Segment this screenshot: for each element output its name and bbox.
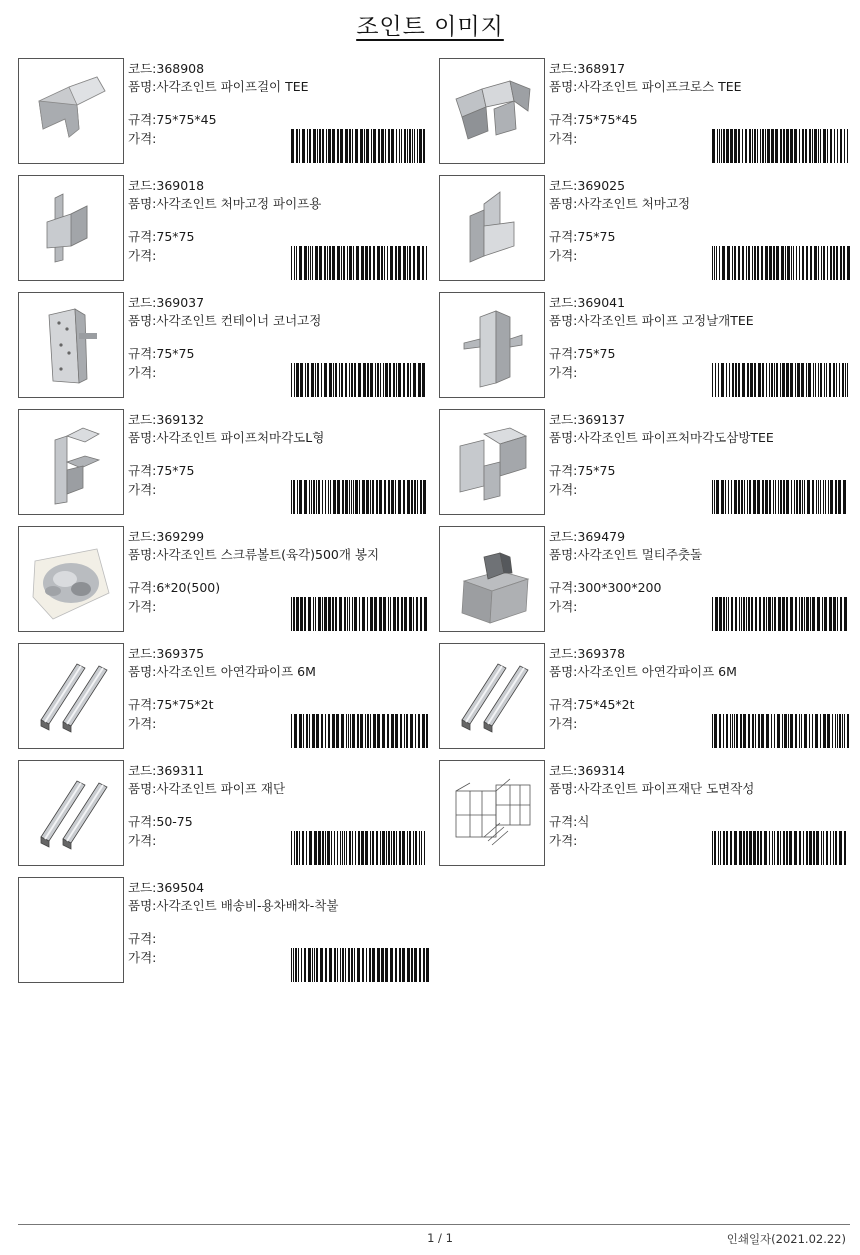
product-price bbox=[128, 832, 156, 849]
product-spec bbox=[128, 930, 156, 947]
code-label: 코드: bbox=[549, 295, 578, 310]
name-value: 사각조인트 스크류볼트(육각)500개 봉지 bbox=[156, 547, 380, 562]
spec-label: 규격: bbox=[128, 697, 157, 712]
price-label: 가격: bbox=[549, 248, 578, 263]
product-name bbox=[549, 429, 849, 446]
product-card bbox=[18, 760, 430, 867]
product-card bbox=[439, 526, 851, 633]
product-spec bbox=[128, 462, 194, 479]
page-number: 1 / 1 bbox=[427, 1231, 453, 1245]
spec-label: 규격: bbox=[128, 814, 157, 829]
spec-label: 규격: bbox=[128, 580, 157, 595]
product-card bbox=[18, 175, 430, 282]
price-label: 가격: bbox=[128, 599, 157, 614]
price-label: 가격: bbox=[549, 833, 578, 848]
square-pipe-icon bbox=[18, 643, 124, 749]
product-card bbox=[18, 643, 430, 750]
name-label: 품명: bbox=[128, 781, 157, 796]
name-value: 사각조인트 아연각파이프 6M bbox=[577, 664, 737, 679]
product-card bbox=[439, 292, 851, 399]
footer-divider bbox=[18, 1224, 850, 1225]
barcode bbox=[291, 831, 429, 865]
product-code bbox=[128, 177, 204, 194]
product-code bbox=[128, 645, 204, 662]
name-value: 사각조인트 처마고정 파이프용 bbox=[156, 196, 322, 211]
code-value: 369018 bbox=[156, 178, 205, 193]
product-price bbox=[549, 832, 577, 849]
code-label: 코드: bbox=[128, 295, 157, 310]
barcode bbox=[712, 597, 850, 631]
spec-value: 50-75 bbox=[156, 814, 193, 829]
product-spec bbox=[128, 813, 193, 830]
code-label: 코드: bbox=[128, 61, 157, 76]
name-label: 품명: bbox=[549, 196, 578, 211]
code-label: 코드: bbox=[128, 529, 157, 544]
name-label: 품명: bbox=[128, 547, 157, 562]
name-label: 품명: bbox=[549, 664, 578, 679]
price-label: 가격: bbox=[128, 131, 157, 146]
code-label: 코드: bbox=[549, 529, 578, 544]
product-price bbox=[549, 364, 577, 381]
name-value: 사각조인트 아연각파이프 6M bbox=[156, 664, 316, 679]
product-code bbox=[549, 762, 625, 779]
product-code bbox=[128, 528, 204, 545]
code-label: 코드: bbox=[549, 763, 578, 778]
name-label: 품명: bbox=[549, 430, 578, 445]
code-value: 368908 bbox=[156, 61, 205, 76]
spec-label: 규격: bbox=[549, 346, 578, 361]
name-label: 품명: bbox=[128, 313, 157, 328]
product-card bbox=[439, 58, 851, 165]
product-code bbox=[128, 762, 204, 779]
product-price bbox=[128, 247, 156, 264]
product-name bbox=[128, 663, 428, 680]
name-value: 사각조인트 파이프크로스 TEE bbox=[577, 79, 742, 94]
foundation-stone-icon bbox=[439, 526, 545, 632]
wing-tee-bracket-icon bbox=[439, 292, 545, 398]
product-name bbox=[128, 780, 428, 797]
price-label: 가격: bbox=[549, 131, 578, 146]
product-code bbox=[128, 294, 204, 311]
barcode bbox=[712, 714, 850, 748]
product-card bbox=[18, 877, 430, 984]
barcode bbox=[291, 246, 429, 280]
spec-value: 75*45*2t bbox=[577, 697, 635, 712]
product-spec bbox=[128, 345, 194, 362]
product-card bbox=[439, 760, 851, 867]
product-price bbox=[128, 715, 156, 732]
print-date: 인쇄일자(2021.02.22) bbox=[726, 1232, 846, 1246]
product-code bbox=[549, 645, 625, 662]
product-price bbox=[549, 130, 577, 147]
product-name bbox=[128, 429, 428, 446]
product-price bbox=[549, 481, 577, 498]
code-label: 코드: bbox=[549, 646, 578, 661]
code-label: 코드: bbox=[128, 178, 157, 193]
product-name bbox=[549, 546, 849, 563]
name-label: 품명: bbox=[128, 898, 157, 913]
product-price bbox=[128, 949, 156, 966]
code-value: 369132 bbox=[156, 412, 205, 427]
product-code bbox=[128, 411, 204, 428]
product-name bbox=[549, 78, 849, 95]
code-label: 코드: bbox=[549, 178, 578, 193]
code-value: 369025 bbox=[577, 178, 626, 193]
name-label: 품명: bbox=[128, 664, 157, 679]
barcode bbox=[712, 831, 850, 865]
barcode bbox=[712, 246, 850, 280]
product-spec bbox=[549, 813, 589, 830]
spec-value: 75*75 bbox=[156, 229, 195, 244]
three-way-tee-bracket-icon bbox=[439, 409, 545, 515]
price-label: 가격: bbox=[128, 248, 157, 263]
product-code bbox=[549, 177, 625, 194]
spec-label: 규격: bbox=[549, 229, 578, 244]
code-label: 코드: bbox=[128, 880, 157, 895]
product-price bbox=[128, 130, 156, 147]
product-name bbox=[549, 195, 849, 212]
product-spec bbox=[549, 696, 635, 713]
code-value: 369037 bbox=[156, 295, 205, 310]
page-title: 조인트 이미지 bbox=[356, 14, 504, 40]
name-label: 품명: bbox=[128, 196, 157, 211]
barcode bbox=[291, 597, 429, 631]
name-label: 품명: bbox=[549, 79, 578, 94]
spec-value: 75*75 bbox=[156, 463, 195, 478]
product-price bbox=[549, 598, 577, 615]
name-value: 사각조인트 파이프 고정날개TEE bbox=[577, 313, 754, 328]
name-value: 사각조인트 파이프걸이 TEE bbox=[156, 79, 309, 94]
code-label: 코드: bbox=[128, 763, 157, 778]
barcode bbox=[291, 714, 429, 748]
square-pipe-icon bbox=[439, 643, 545, 749]
product-spec bbox=[128, 111, 217, 128]
product-card bbox=[439, 175, 851, 282]
spec-value: 6*20(500) bbox=[156, 580, 221, 595]
product-code bbox=[549, 60, 625, 77]
eave-fix-pipe-bracket-icon bbox=[18, 175, 124, 281]
product-price bbox=[549, 247, 577, 264]
spec-label: 규격: bbox=[128, 112, 157, 127]
name-label: 품명: bbox=[549, 781, 578, 796]
product-name bbox=[128, 312, 428, 329]
name-label: 품명: bbox=[128, 430, 157, 445]
code-label: 코드: bbox=[128, 646, 157, 661]
product-spec bbox=[549, 345, 615, 362]
product-card bbox=[18, 292, 430, 399]
spec-label: 규격: bbox=[549, 580, 578, 595]
eave-fix-bracket-icon bbox=[439, 175, 545, 281]
code-value: 369504 bbox=[156, 880, 205, 895]
product-card bbox=[18, 526, 430, 633]
spec-label: 규격: bbox=[128, 346, 157, 361]
code-value: 369041 bbox=[577, 295, 626, 310]
spec-label: 규격: bbox=[128, 229, 157, 244]
l-angle-bracket-icon bbox=[18, 409, 124, 515]
name-label: 품명: bbox=[549, 313, 578, 328]
barcode bbox=[712, 129, 850, 163]
barcode bbox=[712, 480, 850, 514]
name-value: 사각조인트 배송비-용차배차-착불 bbox=[156, 898, 339, 913]
name-label: 품명: bbox=[128, 79, 157, 94]
code-label: 코드: bbox=[128, 412, 157, 427]
price-label: 가격: bbox=[128, 833, 157, 848]
code-value: 368917 bbox=[577, 61, 626, 76]
barcode bbox=[291, 363, 429, 397]
code-value: 369137 bbox=[577, 412, 626, 427]
empty-image-placeholder bbox=[18, 877, 124, 983]
name-value: 사각조인트 컨테이너 코너고정 bbox=[156, 313, 322, 328]
product-name bbox=[549, 663, 849, 680]
spec-label: 규격: bbox=[549, 697, 578, 712]
square-pipe-icon bbox=[18, 760, 124, 866]
tee-joint-bracket-icon bbox=[18, 58, 124, 164]
spec-value: 75*75*45 bbox=[577, 112, 638, 127]
product-name bbox=[128, 78, 428, 95]
product-card bbox=[18, 58, 430, 165]
product-name bbox=[128, 546, 428, 563]
product-price bbox=[128, 481, 156, 498]
product-spec bbox=[549, 462, 615, 479]
spec-value: 75*75 bbox=[577, 463, 616, 478]
spec-label: 규격: bbox=[549, 814, 578, 829]
container-corner-bracket-icon bbox=[18, 292, 124, 398]
code-value: 369479 bbox=[577, 529, 626, 544]
product-card bbox=[439, 409, 851, 516]
product-spec bbox=[549, 579, 661, 596]
product-card bbox=[18, 409, 430, 516]
spec-value: 75*75 bbox=[577, 229, 616, 244]
product-price bbox=[128, 364, 156, 381]
code-value: 369311 bbox=[156, 763, 205, 778]
product-grid bbox=[18, 58, 848, 988]
spec-value: 75*75 bbox=[156, 346, 195, 361]
product-name bbox=[128, 897, 428, 914]
product-spec bbox=[549, 111, 638, 128]
cross-joint-bracket-icon bbox=[439, 58, 545, 164]
barcode bbox=[291, 948, 429, 982]
product-code bbox=[128, 60, 204, 77]
code-value: 369375 bbox=[156, 646, 205, 661]
price-label: 가격: bbox=[128, 950, 157, 965]
price-label: 가격: bbox=[128, 365, 157, 380]
price-label: 가격: bbox=[128, 482, 157, 497]
spec-label: 규격: bbox=[128, 931, 157, 946]
spec-label: 규격: bbox=[128, 463, 157, 478]
price-label: 가격: bbox=[549, 599, 578, 614]
price-label: 가격: bbox=[128, 716, 157, 731]
product-code bbox=[128, 879, 204, 896]
price-label: 가격: bbox=[549, 365, 578, 380]
product-name bbox=[549, 312, 849, 329]
barcode bbox=[291, 480, 429, 514]
code-value: 369378 bbox=[577, 646, 626, 661]
spec-value: 75*75*2t bbox=[156, 697, 214, 712]
screw-bag-icon bbox=[18, 526, 124, 632]
product-price bbox=[549, 715, 577, 732]
spec-value: 식 bbox=[577, 814, 590, 829]
name-value: 사각조인트 파이프처마각도L형 bbox=[156, 430, 325, 445]
name-label: 품명: bbox=[549, 547, 578, 562]
spec-label: 규격: bbox=[549, 112, 578, 127]
product-code bbox=[549, 411, 625, 428]
spec-value: 75*75*45 bbox=[156, 112, 217, 127]
product-spec bbox=[128, 579, 220, 596]
spec-value: 300*300*200 bbox=[577, 580, 662, 595]
name-value: 사각조인트 파이프재단 도면작성 bbox=[577, 781, 755, 796]
spec-value: 75*75 bbox=[577, 346, 616, 361]
code-label: 코드: bbox=[549, 412, 578, 427]
barcode bbox=[712, 363, 850, 397]
name-value: 사각조인트 멀티주춧돌 bbox=[577, 547, 703, 562]
price-label: 가격: bbox=[549, 716, 578, 731]
product-code bbox=[549, 528, 625, 545]
product-name bbox=[549, 780, 849, 797]
code-value: 369299 bbox=[156, 529, 205, 544]
barcode bbox=[291, 129, 429, 163]
product-card bbox=[439, 643, 851, 750]
product-name bbox=[128, 195, 428, 212]
product-price bbox=[128, 598, 156, 615]
product-spec bbox=[128, 696, 214, 713]
name-value: 사각조인트 파이프 재단 bbox=[156, 781, 286, 796]
price-label: 가격: bbox=[549, 482, 578, 497]
code-label: 코드: bbox=[549, 61, 578, 76]
product-spec bbox=[549, 228, 615, 245]
product-code bbox=[549, 294, 625, 311]
name-value: 사각조인트 파이프처마각도삼방TEE bbox=[577, 430, 774, 445]
spec-label: 규격: bbox=[549, 463, 578, 478]
structure-drawing-icon bbox=[439, 760, 545, 866]
name-value: 사각조인트 처마고정 bbox=[577, 196, 691, 211]
product-spec bbox=[128, 228, 194, 245]
code-value: 369314 bbox=[577, 763, 626, 778]
